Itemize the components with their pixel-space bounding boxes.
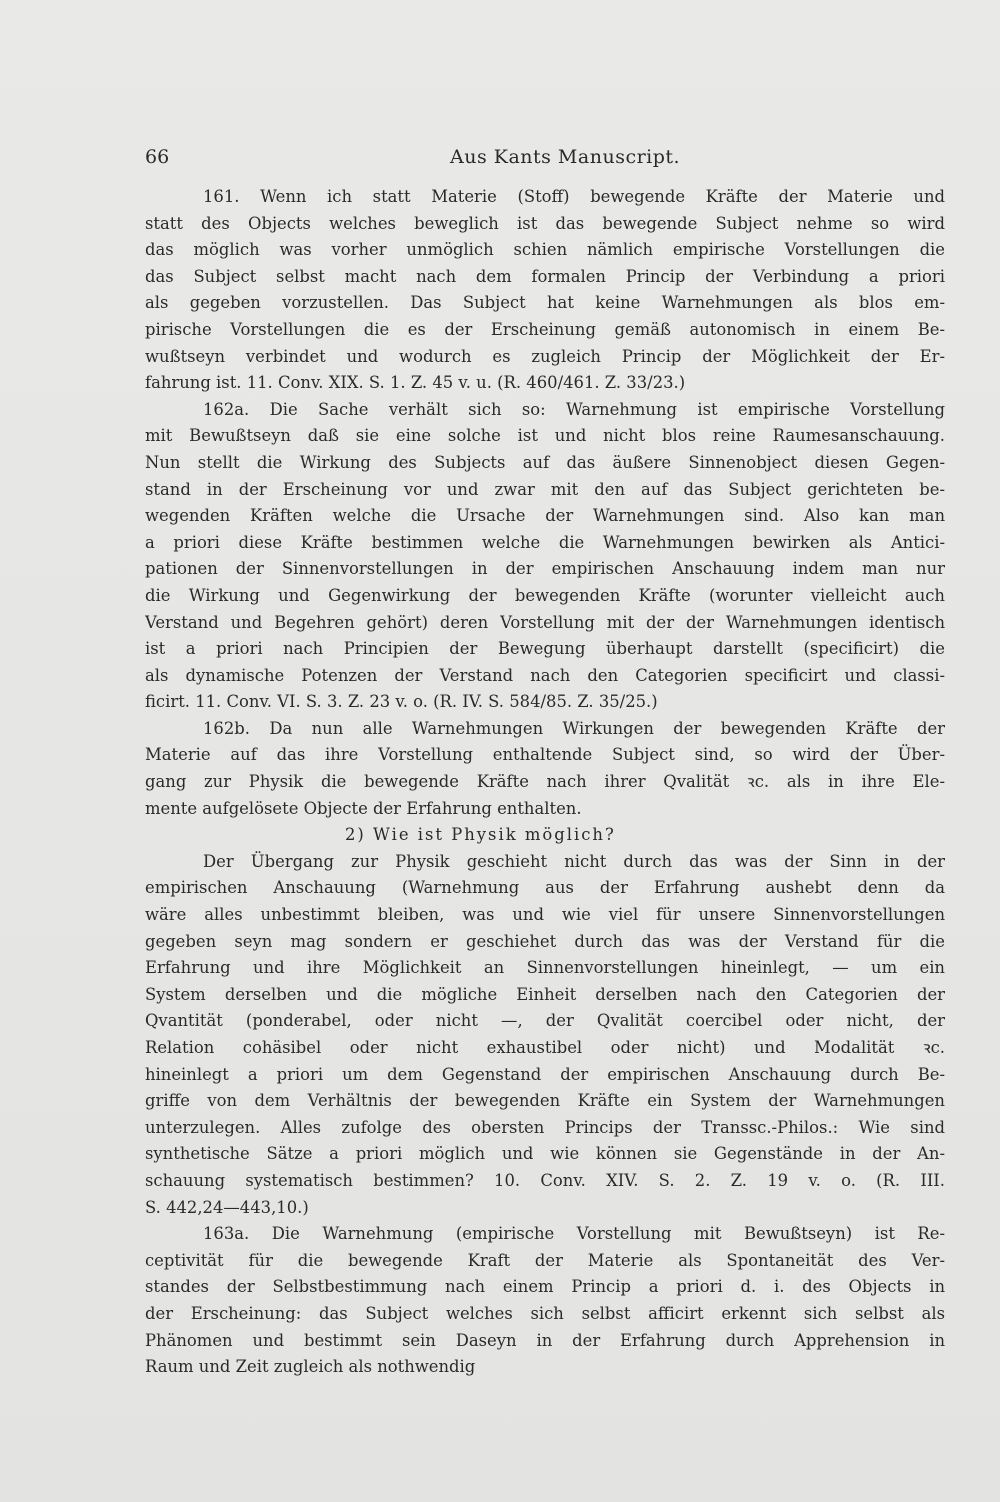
text-line: a priori diese Kräfte bestimmen welche die Warnehmungen bewirken als Antici-: [145, 532, 945, 552]
text-line: Raum und Zeit zugleich als nothwendig: [145, 1357, 476, 1377]
page-number: 66: [145, 146, 170, 168]
running-title: Aus Kants Manuscript.: [450, 146, 681, 168]
text-line: S. 442,24—443,10.): [145, 1197, 309, 1217]
text-line: Relation cohäsibel oder nicht exhaustibel oder nicht) und Modalität ꝛc.: [145, 1038, 945, 1057]
text-line: als gegeben vorzustellen. Das Subject hat keine Warnehmungen als blos em-: [145, 293, 945, 313]
page-header: [145, 146, 955, 176]
text-line: synthetische Sätze a priori möglich und wie können sie Gegenstände in der An-: [145, 1144, 945, 1164]
text-line: Verstand und Begehren gehört) deren Vorstellung mit der der Warnehmungen identisch: [145, 612, 945, 632]
text-line: System derselben und die mögliche Einheit derselben nach den Categorien der: [145, 984, 945, 1004]
text-line: die Wirkung und Gegenwirkung der bewegenden Kräfte (worunter vielleicht auch: [145, 585, 945, 605]
text-line: statt des Objects welches beweglich ist das bewegende Subject nehme so wird: [145, 213, 945, 233]
text-line: wäre alles unbestimmt bleiben, was und wie viel für unsere Sinnenvorstellungen: [145, 905, 945, 925]
text-line: als dynamische Potenzen der Verstand nach den Categorien specificirt und classi-: [145, 665, 945, 685]
text-line: wegenden Kräften welche die Ursache der Warnehmungen sind. Also kan man: [145, 506, 945, 526]
text-line: pirische Vorstellungen die es der Erscheinung gemäß autonomisch in einem Be-: [145, 319, 945, 339]
text-line: Erfahrung und ihre Möglichkeit an Sinnenvorstellungen hineinlegt, — um ein: [145, 958, 945, 978]
text-line: das möglich was vorher unmöglich schien nämlich empirische Vorstellungen die: [145, 240, 945, 260]
text-body: [145, 184, 945, 1381]
text-line: ceptivität für die bewegende Kraft der Materie als Spontaneität des Ver-: [145, 1250, 945, 1270]
text-line: wußtseyn verbindet und wodurch es zugleich Princip der Möglichkeit der Er-: [145, 346, 945, 366]
text-line: Der Übergang zur Physik geschieht nicht durch das was der Sinn in der: [203, 851, 945, 871]
text-line: mente aufgelösete Objecte der Erfahrung enthalten.: [145, 798, 582, 818]
text-line: Qvantität (ponderabel, oder nicht —, der Qvalität coercibel oder nicht, der: [145, 1011, 945, 1031]
text-line: Nun stellt die Wirkung des Subjects auf das äußere Sinnenobject diesen Gegen-: [145, 452, 945, 472]
text-line: 162a. Die Sache verhält sich so: Warnehmung ist empirische Vorstellung: [203, 399, 945, 419]
text-line: das Subject selbst macht nach dem formalen Princip der Verbindung a priori: [145, 266, 945, 286]
text-line: unterzulegen. Alles zufolge des obersten Princips der Transsc.-Philos.: Wie sind: [145, 1117, 945, 1137]
text-line: schauung systematisch bestimmen? 10. Conv. XIV. S. 2. Z. 19 v. o. (R. III.: [145, 1170, 945, 1190]
text-line: pationen der Sinnenvorstellungen in der empirischen Anschauung indem man nur: [145, 559, 945, 579]
text-line: Materie auf das ihre Vorstellung enthaltende Subject sind, so wird der Über-: [145, 745, 945, 765]
text-line: ist a priori nach Principien der Bewegung überhaupt darstellt (specificirt) die: [145, 639, 945, 659]
text-line: griffe von dem Verhältnis der bewegenden Kräfte ein System der Warnehmungen: [145, 1091, 945, 1111]
text-line: mit Bewußtseyn daß sie eine solche ist und nicht blos reine Raumesanschauung.: [145, 426, 945, 446]
text-line: empirischen Anschauung (Warnehmung aus der Erfahrung aushebt denn da: [145, 878, 945, 898]
text-line: Phänomen und bestimmt sein Daseyn in der Erfahrung durch Apprehension in: [145, 1330, 945, 1350]
text-line: stand in der Erscheinung vor und zwar mit den auf das Subject gerichteten be-: [145, 479, 945, 499]
text-line: gang zur Physik die bewegende Kräfte nach ihrer Qvalität ꝛc. als in ihre Ele-: [145, 772, 945, 792]
text-line: hineinlegt a priori um dem Gegenstand der empirischen Anschauung durch Be-: [145, 1064, 945, 1084]
section-heading: 2) Wie ist Physik möglich?: [345, 825, 616, 845]
text-line: der Erscheinung: das Subject welches sich selbst afficirt erkennt sich selbst als: [145, 1303, 945, 1323]
text-line: 162b. Da nun alle Warnehmungen Wirkungen der bewegenden Kräfte der: [203, 718, 945, 738]
text-line: ficirt. 11. Conv. VI. S. 3. Z. 23 v. o. (R. IV. S. 584/85. Z. 35/25.): [145, 692, 658, 712]
text-line: 163a. Die Warnehmung (empirische Vorstellung mit Bewußtseyn) ist Re-: [203, 1224, 945, 1244]
text-line: 161. Wenn ich statt Materie (Stoff) bewegende Kräfte der Materie und: [203, 187, 945, 206]
text-line: fahrung ist. 11. Conv. XIX. S. 1. Z. 45 v. u. (R. 460/461. Z. 33/23.): [145, 373, 686, 393]
text-line: standes der Selbstbestimmung nach einem Princip a priori d. i. des Objects in: [145, 1277, 945, 1297]
text-line: gegeben seyn mag sondern er geschiehet durch das was der Verstand für die: [145, 931, 945, 951]
